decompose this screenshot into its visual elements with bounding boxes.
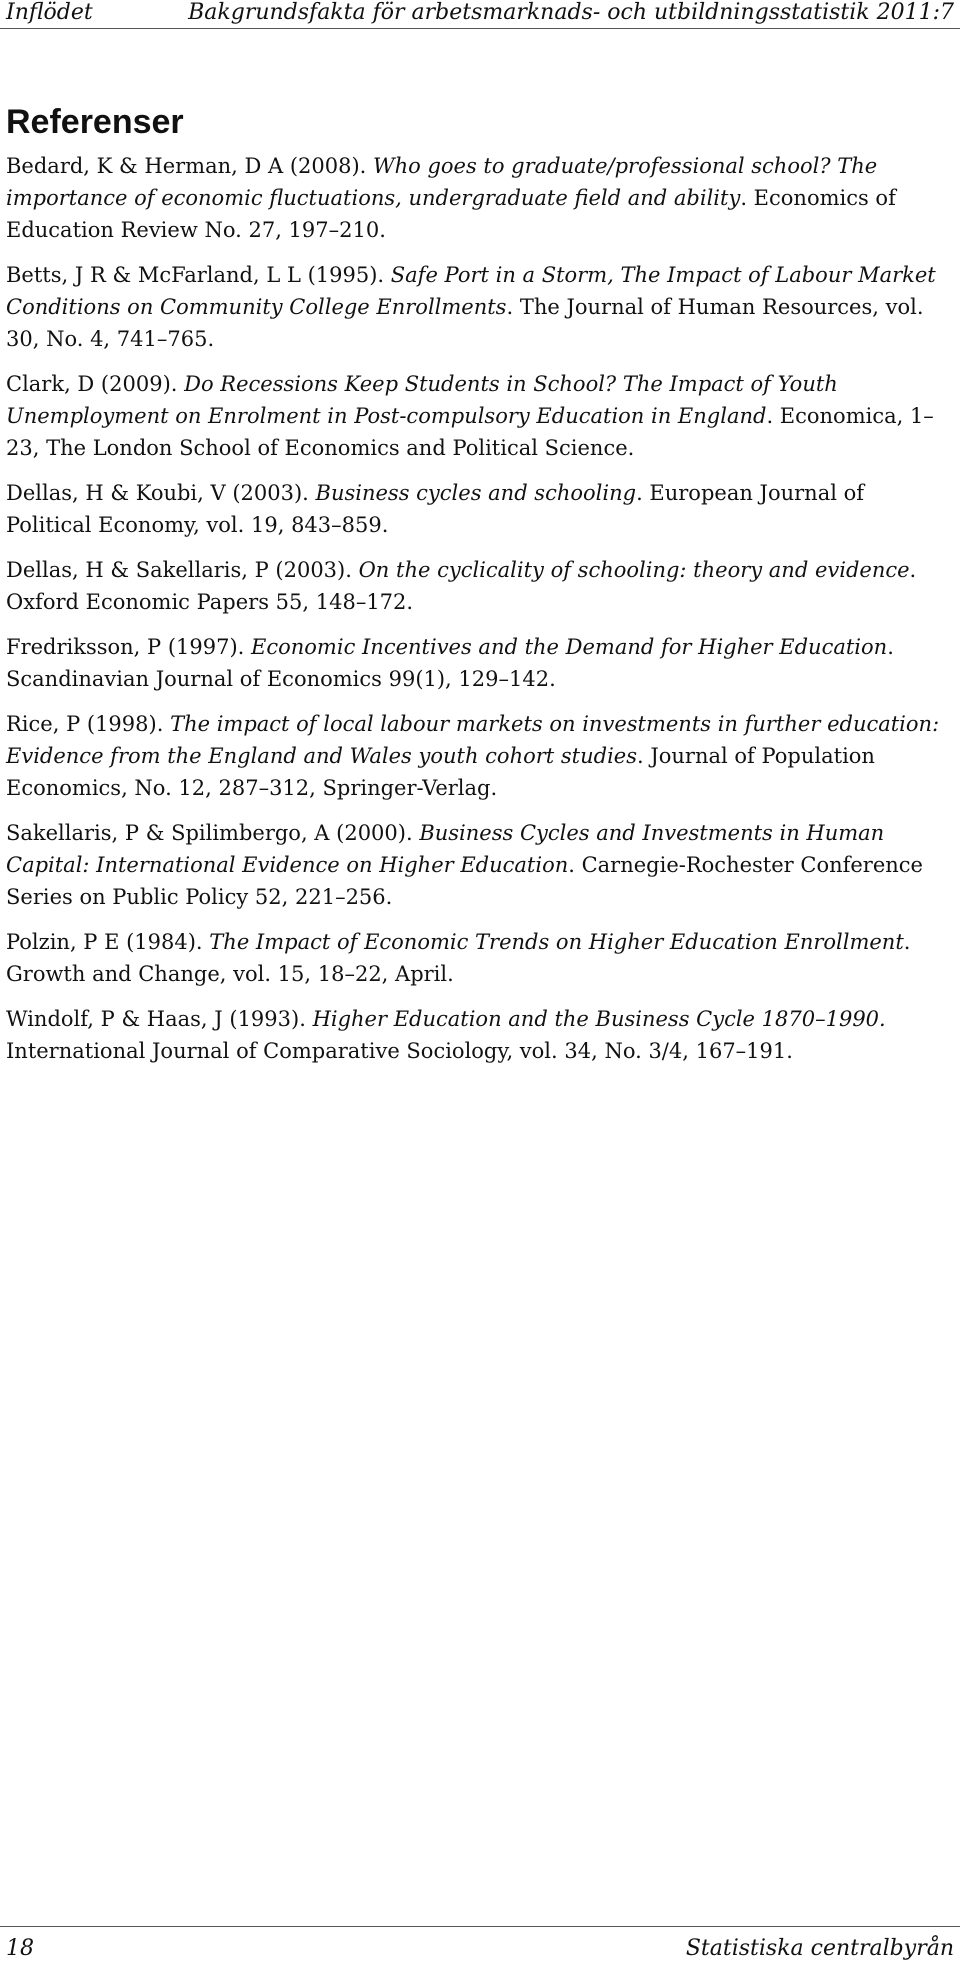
- reference-source: . The Journal of Human Resources, vol. 30, No. 4, 741–765.: [6, 295, 924, 351]
- reference-item: [6, 631, 946, 695]
- reference-item: [6, 368, 946, 464]
- footer-publisher: Statistiska centralbyrån: [685, 1936, 954, 1961]
- reference-source: . Oxford Economic Papers 55, 148–172.: [6, 558, 917, 614]
- reference-authors: Fredriksson, P (1997).: [6, 635, 252, 659]
- reference-item: [6, 150, 946, 246]
- reference-item: [6, 1003, 946, 1067]
- reference-title: Do Recessions Keep Students in School? The Impact of Youth Unemployment on Enrolment in Post-compulsory Education in England: [6, 372, 838, 428]
- reference-item: [6, 817, 946, 913]
- reference-source: . Journal of Population Economics, No. 12, 287–312, Springer-Verlag.: [6, 744, 875, 800]
- reference-authors: Sakellaris, P & Spilimbergo, A (2000).: [6, 821, 420, 845]
- reference-authors: Bedard, K & Herman, D A (2008).: [6, 154, 374, 178]
- reference-item: [6, 926, 946, 990]
- page-title: Referenser: [6, 103, 184, 141]
- reference-source: . Carnegie-Rochester Conference Series on Public Policy 52, 221–256.: [6, 853, 923, 909]
- reference-title: Who goes to graduate/professional school? The importance of economic fluctuations, undergraduate field and ability: [6, 154, 878, 210]
- reference-title: Safe Port in a Storm, The Impact of Labour Market Conditions on Community College Enrollments: [6, 263, 936, 319]
- reference-title: Business cycles and schooling: [315, 481, 637, 505]
- reference-source: . Economica, 1–23, The London School of Economics and Political Science.: [6, 404, 934, 460]
- reference-item: [6, 477, 946, 541]
- reference-title: Business Cycles and Investments in Human Capital: International Evidence on Higher Education: [6, 821, 885, 877]
- header-section-title: Inflödet: [6, 0, 93, 25]
- running-header: [0, 0, 960, 29]
- reference-title: Economic Incentives and the Demand for Higher Education: [251, 635, 888, 659]
- reference-authors: Dellas, H & Koubi, V (2003).: [6, 481, 316, 505]
- reference-item: [6, 259, 946, 355]
- reference-authors: Clark, D (2009).: [6, 372, 185, 396]
- reference-source: . European Journal of Political Economy, vol. 19, 843–859.: [6, 481, 865, 537]
- reference-source: . Scandinavian Journal of Economics 99(1), 129–142.: [6, 635, 894, 691]
- reference-authors: Dellas, H & Sakellaris, P (2003).: [6, 558, 359, 582]
- running-footer: [0, 1926, 960, 1967]
- reference-title: On the cyclicality of schooling: theory and evidence: [358, 558, 910, 582]
- reference-title: The Impact of Economic Trends on Higher Education Enrollment: [209, 930, 904, 954]
- reference-authors: Windolf, P & Haas, J (1993).: [6, 1007, 313, 1031]
- reference-source: International Journal of Comparative Sociology, vol. 34, No. 3/4, 167–191.: [6, 1039, 793, 1063]
- page-number: 18: [6, 1936, 34, 1961]
- reference-item: [6, 554, 946, 618]
- reference-title: Higher Education and the Business Cycle 1870–1990.: [312, 1007, 886, 1031]
- reference-list: [6, 150, 946, 1080]
- reference-source: . Economics of Education Review No. 27, 197–210.: [6, 186, 896, 242]
- reference-authors: Polzin, P E (1984).: [6, 930, 210, 954]
- reference-title: The impact of local labour markets on investments in further education: Evidence from the England and Wales youth cohort studies: [6, 712, 940, 768]
- reference-authors: Betts, J R & McFarland, L L (1995).: [6, 263, 391, 287]
- reference-item: [6, 708, 946, 804]
- header-publication-title: Bakgrundsfakta för arbetsmarknads- och utbildningsstatistik 2011:7: [188, 0, 954, 25]
- reference-authors: Rice, P (1998).: [6, 712, 171, 736]
- reference-source: . Growth and Change, vol. 15, 18–22, April.: [6, 930, 911, 986]
